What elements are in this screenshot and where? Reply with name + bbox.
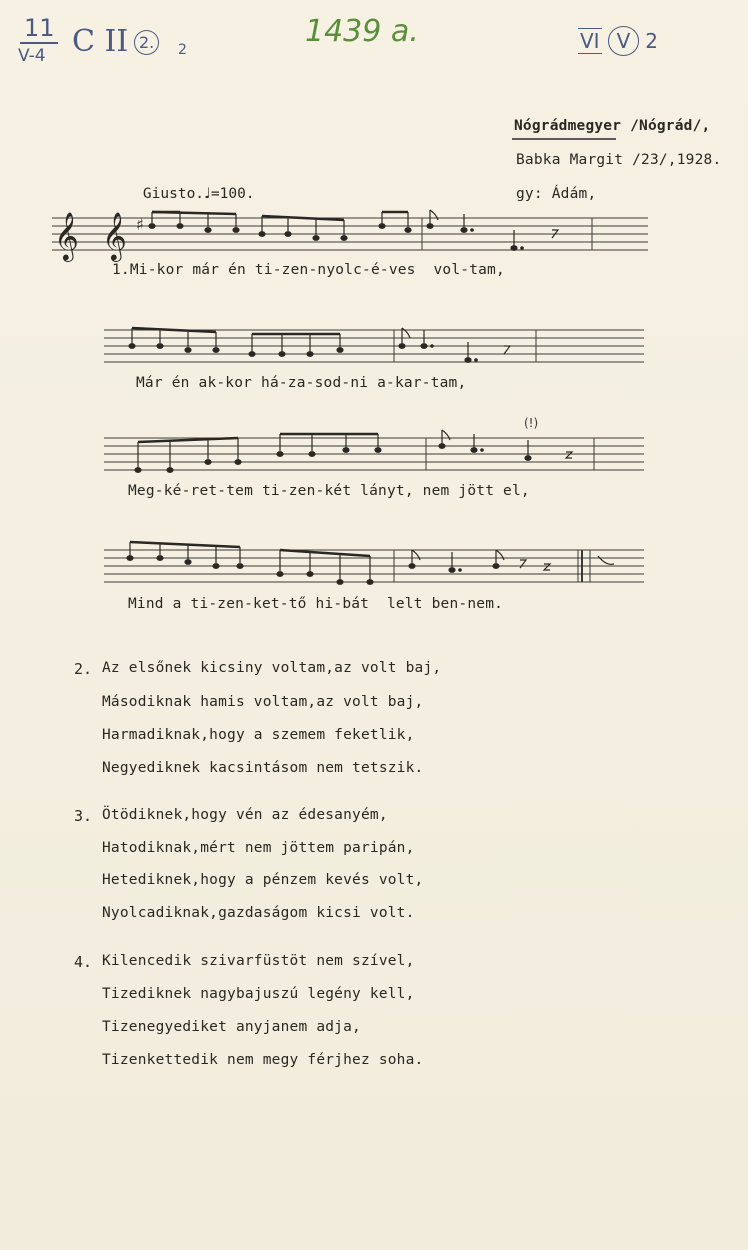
notes-group-4 xyxy=(127,542,614,584)
verse-2-line-1: Az elsőnek kicsiny voltam,az volt baj, xyxy=(102,660,442,676)
notes-group-1 xyxy=(149,210,558,250)
location-underline xyxy=(512,138,616,140)
verse-3-line-3: Hetediknek,hogy a pénzem kevés volt, xyxy=(102,872,424,888)
quarter-note-icon: ♩ xyxy=(204,186,211,202)
fraction-bar xyxy=(20,42,58,44)
treble-clef-icon-2: 𝄞 xyxy=(102,211,127,260)
staff-line-1 xyxy=(52,208,652,258)
fraction-top: 11 xyxy=(24,14,55,42)
sharp-icon: ♯ xyxy=(136,215,144,234)
verse-4-line-4: Tizenkettedik nem megy férjhez soha. xyxy=(102,1052,424,1068)
verse-3-line-4: Nyolcadiknak,gazdaságom kicsi volt. xyxy=(102,905,415,921)
treble-clef-icon: 𝄞 xyxy=(54,211,79,260)
verse-2-number: 2. xyxy=(74,660,93,678)
staff-line-2 xyxy=(104,320,649,370)
verse-4-number: 4. xyxy=(74,953,93,971)
lyrics-line-2: Már én ak-kor há-za-sod-ni a-kar-tam, xyxy=(136,375,467,391)
verse-4-line-3: Tizenegyediket anyjanem adja, xyxy=(102,1019,361,1035)
verse-4-line-1: Kilencedik szivarfüstöt nem szível, xyxy=(102,953,415,969)
region-mark-2: V xyxy=(608,26,640,56)
verse-3-number: 3. xyxy=(74,807,93,825)
verse-2-line-2: Másodiknak hamis voltam,az volt baj, xyxy=(102,694,424,710)
notes-group-3 xyxy=(135,430,572,472)
region-mark-1: VI xyxy=(580,29,600,53)
catalog-number: 1439 a. xyxy=(305,14,419,49)
tempo-value: =100. xyxy=(210,186,255,202)
collector-line: gy: Ádám, xyxy=(516,186,597,202)
staff-line-3 xyxy=(104,428,649,478)
verse-3-line-2: Hatodiknak,mért nem jöttem paripán, xyxy=(102,840,415,856)
verse-3-line-1: Ötödiknek,hogy vén az édesanyém, xyxy=(102,807,388,823)
region-marks xyxy=(578,26,658,56)
fraction-bottom: V-4 xyxy=(18,46,46,66)
verse-4-line-2: Tizediknek nagybajuszú legény kell, xyxy=(102,986,415,1002)
verse-2-line-3: Harmadiknak,hogy a szemem feketlik, xyxy=(102,727,415,743)
shelf-suffix-a: 2. xyxy=(134,30,159,55)
lyrics-line-4: Mind a ti-zen-ket-tő hi-bát lelt ben-nem. xyxy=(128,596,504,612)
lyrics-line-1: 1.Mi-kor már én ti-zen-nyolc-é-ves vol-tam, xyxy=(112,262,505,278)
staff-line-4 xyxy=(104,538,649,594)
annotation-mark: (!) xyxy=(524,416,539,430)
verse-2-line-4: Negyediknek kacsintásom nem tetszik. xyxy=(102,760,424,776)
region-mark-3: 2 xyxy=(645,29,659,53)
shelf-code: C II xyxy=(72,24,129,59)
tempo-text: Giusto. xyxy=(142,186,205,202)
location-line: Nógrádmegyer /Nógrád/, xyxy=(514,118,711,134)
lyrics-line-3: Meg-ké-ret-tem ti-zen-két lányt, nem jött el, xyxy=(128,483,530,499)
notes-group-2 xyxy=(129,328,510,362)
singer-line: Babka Margit /23/,1928. xyxy=(516,152,722,168)
shelf-suffix-b: 2 xyxy=(178,42,187,58)
